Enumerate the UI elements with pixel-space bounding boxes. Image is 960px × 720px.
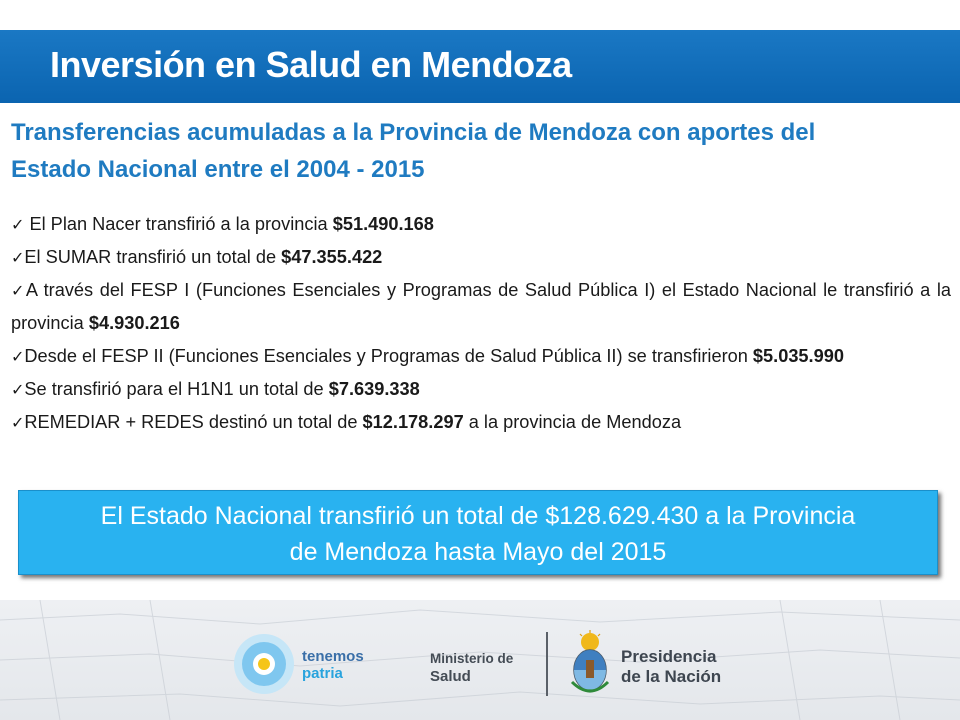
bullet-item-sumar: [11, 241, 951, 274]
checkmark-icon: ✓: [11, 281, 26, 300]
bullet-text: Se transfirió para el H1N1 un total de: [24, 379, 329, 399]
patria-label: patria: [302, 665, 343, 682]
bullet-amount: $5.035.990: [752, 346, 844, 366]
presidencia-text: [621, 647, 721, 687]
bullet-text: Desde el FESP II (Funciones Esenciales y Programas de Salud Pública II) se transfirieron: [24, 346, 753, 366]
tenemos-label: tenemos: [302, 648, 364, 665]
title-bar: [0, 30, 960, 103]
bullet-amount: $12.178.297: [362, 412, 464, 432]
bullet-suffix: a la provincia de Mendoza: [463, 412, 682, 432]
subtitle-line-1: Transferencias acumuladas a la Provincia de Mendoza con aportes del: [11, 119, 816, 146]
bullet-text: REMEDIAR + REDES destinó un total de: [24, 412, 363, 432]
ministerio-label: Ministerio de: [430, 651, 514, 666]
subtitle: [11, 114, 951, 188]
bullet-item-fesp-1: [11, 274, 951, 340]
footer-divider: [546, 632, 548, 696]
bullet-list: [11, 208, 951, 439]
bullet-text: El Plan Nacer transfirió a la provincia: [24, 214, 333, 234]
summary-line-1: El Estado Nacional transfirió un total de $128.629.430 a la Provincia: [100, 502, 856, 530]
checkmark-icon: ✓: [11, 248, 25, 267]
checkmark-icon: ✓: [11, 347, 25, 366]
salud-label: Salud: [430, 668, 471, 685]
tenemos-patria-logo-icon: [232, 632, 296, 696]
de-la-nacion-label: de la Nación: [621, 667, 722, 686]
checkmark-icon: ✓: [11, 380, 25, 399]
escudo-nacional-icon: [566, 630, 614, 698]
bullet-text: A través del FESP I (Funciones Esenciales y Programas de Salud Pública I) el Estado Nacional le transfirió a la provincia: [11, 280, 951, 333]
bullet-item-remediar: [11, 406, 951, 439]
summary-box: [18, 490, 938, 575]
bullet-amount: $4.930.216: [88, 313, 180, 333]
checkmark-icon: ✓: [11, 413, 25, 432]
summary-line-2: de Mendoza hasta Mayo del 2015: [289, 538, 667, 566]
bullet-text: El SUMAR transfirió un total de: [24, 247, 282, 267]
checkmark-icon: ✓: [11, 215, 25, 234]
bullet-item-fesp-2: [11, 340, 951, 373]
presidencia-label: Presidencia: [621, 647, 717, 666]
tenemos-patria-text: [302, 648, 364, 682]
bullet-amount: $7.639.338: [328, 379, 420, 399]
bullet-amount: $47.355.422: [281, 247, 383, 267]
subtitle-line-2: Estado Nacional entre el 2004 - 2015: [11, 156, 425, 183]
bullet-item-plan-nacer: [11, 208, 951, 241]
bullet-amount: $51.490.168: [332, 214, 434, 234]
page-title: Inversión en Salud en Mendoza: [50, 44, 572, 85]
bullet-item-h1n1: [11, 373, 951, 406]
ministerio-salud-text: [430, 650, 513, 686]
